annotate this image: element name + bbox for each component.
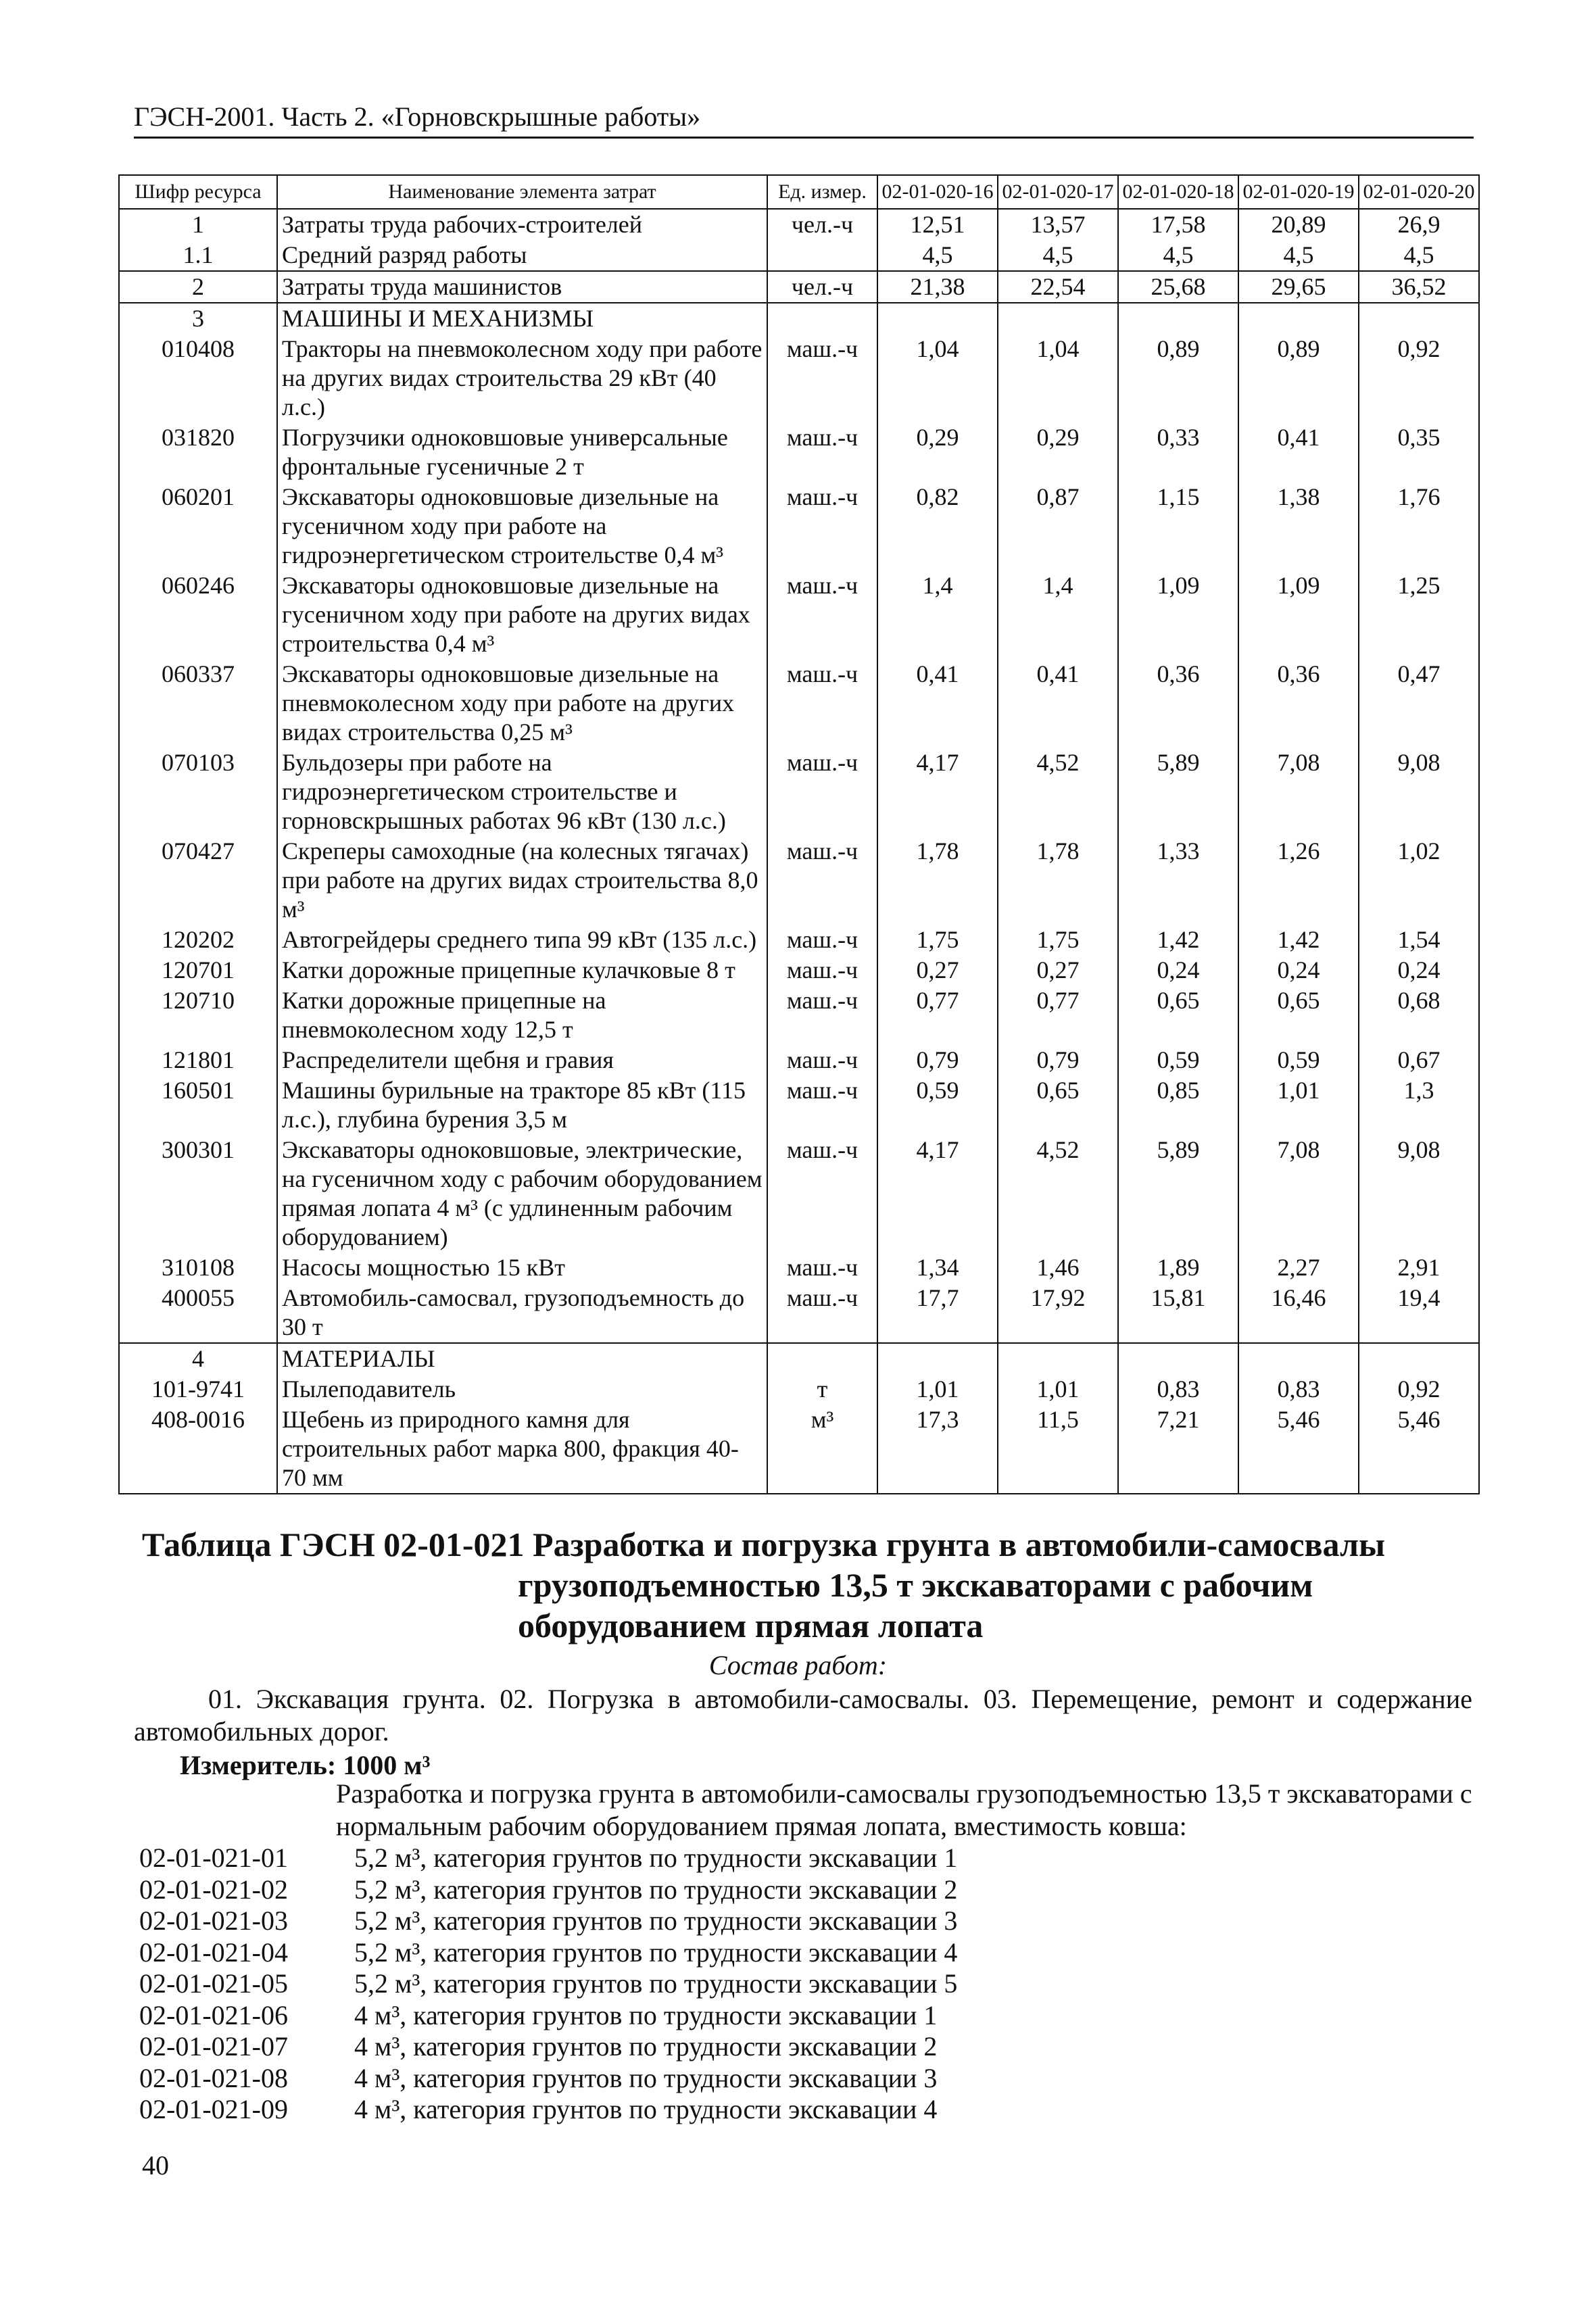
cell-value: 1,34 — [877, 1252, 998, 1283]
cell-name: Экскаваторы одноковшовые, электрические, на гусеничном ходу с рабочим оборудованием прямая лопата 4 м³ (с удлиненным рабочим оборудованием) — [277, 1135, 767, 1252]
table-row — [119, 748, 1479, 836]
cell-name: Тракторы на пневмоколесном ходу при работе на других видах строительства 29 кВт (40 л.с.) — [277, 334, 767, 422]
cell-value: 17,3 — [877, 1405, 998, 1494]
cell-code: 070103 — [119, 748, 277, 836]
cell-unit: маш.-ч — [767, 482, 877, 570]
cell-value: 0,47 — [1359, 659, 1479, 748]
norm-item — [139, 1874, 957, 1906]
cell-value: 1,42 — [1238, 925, 1359, 955]
table-row — [119, 240, 1479, 271]
cell-value: 0,85 — [1118, 1075, 1238, 1135]
cell-value: 1,15 — [1118, 482, 1238, 570]
cell-value — [1238, 1343, 1359, 1374]
cell-value: 29,65 — [1238, 271, 1359, 303]
cell-code: 300301 — [119, 1135, 277, 1252]
cell-value — [1238, 303, 1359, 334]
cell-value: 1,33 — [1118, 836, 1238, 925]
cell-value: 1,75 — [877, 925, 998, 955]
cell-unit: маш.-ч — [767, 334, 877, 422]
section-title — [142, 1524, 1453, 1646]
cell-code: 400055 — [119, 1283, 277, 1343]
cell-value: 0,89 — [1238, 334, 1359, 422]
section-title-line-2: грузоподъемностью 13,5 т экскаваторами с рабочим — [518, 1566, 1313, 1604]
cell-value: 1,42 — [1118, 925, 1238, 955]
cell-unit: маш.-ч — [767, 1283, 877, 1343]
cell-value: 0,41 — [877, 659, 998, 748]
cell-value: 15,81 — [1118, 1283, 1238, 1343]
cell-value: 4,5 — [1238, 240, 1359, 271]
cell-value: 17,92 — [998, 1283, 1118, 1343]
cell-code: 120701 — [119, 955, 277, 985]
cell-name: Распределители щебня и гравия — [277, 1045, 767, 1075]
cell-value: 0,35 — [1359, 422, 1479, 482]
norm-code: 02-01-021-08 — [139, 2062, 288, 2093]
header-col-1: 02-01-020-16 — [877, 175, 998, 209]
cell-name: Экскаваторы одноковшовые дизельные на гусеничном ходу при работе на гидроэнергетическом строительстве 0,4 м³ — [277, 482, 767, 570]
cell-code: 060246 — [119, 570, 277, 659]
norm-description: 4 м³, категория грунтов по трудности экскавации 3 — [354, 2062, 938, 2093]
table-row — [119, 303, 1479, 334]
cell-name: Катки дорожные прицепные кулачковые 8 т — [277, 955, 767, 985]
cell-unit: маш.-ч — [767, 925, 877, 955]
section-title-line-1: Таблица ГЭСН 02-01-021 Разработка и погрузка грунта в автомобили-самосвалы — [142, 1526, 1386, 1563]
norm-item — [139, 2094, 957, 2126]
table-row — [119, 1135, 1479, 1252]
meter-unit: Измеритель: 1000 м³ — [180, 1750, 431, 1780]
norm-item — [139, 1905, 957, 1937]
cell-name: Насосы мощностью 15 кВт — [277, 1252, 767, 1283]
cell-value: 1,54 — [1359, 925, 1479, 955]
table-row — [119, 955, 1479, 985]
norm-code: 02-01-021-06 — [139, 1999, 288, 2030]
cell-value: 1,46 — [998, 1252, 1118, 1283]
cell-value: 0,41 — [1238, 422, 1359, 482]
table-row — [119, 334, 1479, 422]
cell-value — [1118, 303, 1238, 334]
cell-value — [998, 303, 1118, 334]
cell-value: 1,78 — [877, 836, 998, 925]
cell-name: Бульдозеры при работе на гидроэнергетическом строительстве и горновскрышных работах 96 кВт (130 л.с.) — [277, 748, 767, 836]
cell-value: 4,52 — [998, 1135, 1118, 1252]
cell-code: 010408 — [119, 334, 277, 422]
cell-value: 36,52 — [1359, 271, 1479, 303]
cell-name: Экскаваторы одноковшовые дизельные на гусеничном ходу при работе на других видах строительства 0,4 м³ — [277, 570, 767, 659]
cell-value: 0,27 — [998, 955, 1118, 985]
norm-description: 4 м³, категория грунтов по трудности экскавации 2 — [354, 2031, 938, 2062]
cell-name: Скреперы самоходные (на колесных тягачах) при работе на других видах строительства 8,0 м³ — [277, 836, 767, 925]
cell-unit: маш.-ч — [767, 659, 877, 748]
table-row — [119, 925, 1479, 955]
cell-value: 0,77 — [998, 985, 1118, 1045]
cell-code: 160501 — [119, 1075, 277, 1135]
cell-value: 1,78 — [998, 836, 1118, 925]
cell-name: МАШИНЫ И МЕХАНИЗМЫ — [277, 303, 767, 334]
norm-item — [139, 1937, 957, 1969]
cell-value: 0,59 — [1238, 1045, 1359, 1075]
cell-value: 0,33 — [1118, 422, 1238, 482]
cell-code: 310108 — [119, 1252, 277, 1283]
cell-value: 22,54 — [998, 271, 1118, 303]
header-col-3: 02-01-020-18 — [1118, 175, 1238, 209]
cell-value: 1,09 — [1118, 570, 1238, 659]
cell-value: 0,87 — [998, 482, 1118, 570]
norm-code: 02-01-021-05 — [139, 1968, 288, 1999]
cell-unit: м³ — [767, 1405, 877, 1494]
cell-unit: маш.-ч — [767, 1135, 877, 1252]
cell-value: 20,89 — [1238, 209, 1359, 240]
cell-value: 1,26 — [1238, 836, 1359, 925]
cell-value: 26,9 — [1359, 209, 1479, 240]
table-body — [119, 209, 1479, 1494]
cell-value: 2,27 — [1238, 1252, 1359, 1283]
cell-value: 5,46 — [1359, 1405, 1479, 1494]
section-title-line-3: оборудованием прямая лопата — [518, 1607, 984, 1644]
cell-value — [877, 1343, 998, 1374]
cell-unit: чел.-ч — [767, 271, 877, 303]
cell-value: 4,5 — [877, 240, 998, 271]
cell-name: Катки дорожные прицепные на пневмоколесном ходу 12,5 т — [277, 985, 767, 1045]
norm-item — [139, 1968, 957, 2000]
cell-value: 13,57 — [998, 209, 1118, 240]
cell-value: 0,65 — [1118, 985, 1238, 1045]
cell-value: 1,4 — [998, 570, 1118, 659]
header-col-5: 02-01-020-20 — [1359, 175, 1479, 209]
cell-code: 120710 — [119, 985, 277, 1045]
cell-value: 0,59 — [1118, 1045, 1238, 1075]
cell-name: Затраты труда машинистов — [277, 271, 767, 303]
cell-value: 1,01 — [998, 1374, 1118, 1405]
norm-description: 5,2 м³, категория грунтов по трудности экскавации 3 — [354, 1905, 958, 1936]
cell-unit: маш.-ч — [767, 1075, 877, 1135]
cell-value: 0,24 — [1118, 955, 1238, 985]
table-row — [119, 570, 1479, 659]
cell-name: Погрузчики одноковшовые универсальные фронтальные гусеничные 2 т — [277, 422, 767, 482]
cell-unit: чел.-ч — [767, 209, 877, 240]
cell-value: 0,77 — [877, 985, 998, 1045]
cell-value: 1,25 — [1359, 570, 1479, 659]
cell-value: 9,08 — [1359, 1135, 1479, 1252]
cell-value: 4,17 — [877, 748, 998, 836]
cell-code: 031820 — [119, 422, 277, 482]
norm-description: 5,2 м³, категория грунтов по трудности экскавации 4 — [354, 1936, 958, 1968]
cell-value: 0,41 — [998, 659, 1118, 748]
cell-code: 121801 — [119, 1045, 277, 1075]
cell-value: 17,7 — [877, 1283, 998, 1343]
cell-code: 060337 — [119, 659, 277, 748]
cell-value: 0,36 — [1238, 659, 1359, 748]
cell-code: 070427 — [119, 836, 277, 925]
cell-value: 0,83 — [1238, 1374, 1359, 1405]
cell-unit: маш.-ч — [767, 422, 877, 482]
cell-value: 1,75 — [998, 925, 1118, 955]
cell-value: 0,79 — [877, 1045, 998, 1075]
header-name: Наименование элемента затрат — [277, 175, 767, 209]
norm-item — [139, 2063, 957, 2095]
running-header: ГЭСН-2001. Часть 2. «Горновскрышные работы» — [134, 100, 1474, 139]
table-row — [119, 271, 1479, 303]
cell-value: 12,51 — [877, 209, 998, 240]
table-row — [119, 1252, 1479, 1283]
cell-unit: маш.-ч — [767, 955, 877, 985]
table-row — [119, 209, 1479, 240]
cell-value: 1,01 — [1238, 1075, 1359, 1135]
table-row — [119, 1075, 1479, 1135]
cell-code: 2 — [119, 271, 277, 303]
cell-value: 21,38 — [877, 271, 998, 303]
norm-description: 5,2 м³, категория грунтов по трудности экскавации 1 — [354, 1843, 958, 1873]
cell-value: 5,89 — [1118, 1135, 1238, 1252]
cell-value: 7,08 — [1238, 1135, 1359, 1252]
cell-value: 2,91 — [1359, 1252, 1479, 1283]
cell-name: Автогрейдеры среднего типа 99 кВт (135 л.с.) — [277, 925, 767, 955]
table-row — [119, 482, 1479, 570]
table-row — [119, 422, 1479, 482]
table-row — [119, 1283, 1479, 1343]
cell-value — [998, 1343, 1118, 1374]
page-number: 40 — [142, 2150, 169, 2180]
cell-unit: маш.-ч — [767, 748, 877, 836]
cell-value: 4,5 — [1118, 240, 1238, 271]
cell-value — [1359, 303, 1479, 334]
header-unit: Ед. измер. — [767, 175, 877, 209]
table-header-row — [119, 175, 1479, 209]
cell-code: 3 — [119, 303, 277, 334]
cell-value: 0,65 — [998, 1075, 1118, 1135]
cell-name: Средний разряд работы — [277, 240, 767, 271]
cell-name: Автомобиль-самосвал, грузоподъемность до 30 т — [277, 1283, 767, 1343]
cell-value: 4,17 — [877, 1135, 998, 1252]
cell-value: 0,24 — [1359, 955, 1479, 985]
cell-value: 0,82 — [877, 482, 998, 570]
cell-value: 1,01 — [877, 1374, 998, 1405]
norm-codes-list — [139, 1843, 957, 2126]
cell-value: 0,79 — [998, 1045, 1118, 1075]
cell-value: 17,58 — [1118, 209, 1238, 240]
cell-value: 0,65 — [1238, 985, 1359, 1045]
norm-code: 02-01-021-03 — [139, 1905, 288, 1936]
cell-value: 1,3 — [1359, 1075, 1479, 1135]
cell-value: 0,92 — [1359, 334, 1479, 422]
table-row — [119, 1343, 1479, 1374]
cell-value: 0,92 — [1359, 1374, 1479, 1405]
cell-value: 1,76 — [1359, 482, 1479, 570]
cell-value — [877, 303, 998, 334]
cell-value: 25,68 — [1118, 271, 1238, 303]
norm-description: 5,2 м³, категория грунтов по трудности экскавации 2 — [354, 1874, 958, 1905]
norm-code: 02-01-021-01 — [139, 1843, 288, 1873]
norm-item — [139, 2031, 957, 2063]
cell-unit: маш.-ч — [767, 1252, 877, 1283]
header-code: Шифр ресурса — [119, 175, 277, 209]
cell-code: 408-0016 — [119, 1405, 277, 1494]
cell-value: 0,24 — [1238, 955, 1359, 985]
cell-value: 1,09 — [1238, 570, 1359, 659]
table-row — [119, 659, 1479, 748]
norm-code: 02-01-021-02 — [139, 1874, 288, 1905]
cell-value: 1,89 — [1118, 1252, 1238, 1283]
table-row — [119, 1045, 1479, 1075]
cell-value: 1,04 — [877, 334, 998, 422]
norm-item — [139, 2000, 957, 2032]
norms-intro: Разработка и погрузка грунта в автомобили-самосвалы грузоподъемностью 13,5 т экскаваторами с нормальным рабочим оборудованием прямая лопата, вместимость ковша: — [336, 1778, 1472, 1841]
cell-unit: маш.-ч — [767, 1045, 877, 1075]
cell-value — [1359, 1343, 1479, 1374]
cell-unit: маш.-ч — [767, 570, 877, 659]
norm-description: 5,2 м³, категория грунтов по трудности экскавации 5 — [354, 1968, 958, 1999]
cell-unit — [767, 303, 877, 334]
cell-unit: маш.-ч — [767, 985, 877, 1045]
cell-unit: маш.-ч — [767, 836, 877, 925]
cell-value: 16,46 — [1238, 1283, 1359, 1343]
work-composition-text: 01. Экскавация грунта. 02. Погрузка в автомобили-самосвалы. 03. Перемещение, ремонт и содержание автомобильных дорог. — [134, 1684, 1472, 1747]
cell-name: Машины бурильные на тракторе 85 кВт (115 л.с.), глубина бурения 3,5 м — [277, 1075, 767, 1135]
cell-value: 1,38 — [1238, 482, 1359, 570]
table-row — [119, 1374, 1479, 1405]
header-col-2: 02-01-020-17 — [998, 175, 1118, 209]
cell-unit — [767, 240, 877, 271]
cell-code: 120202 — [119, 925, 277, 955]
cell-value: 9,08 — [1359, 748, 1479, 836]
norm-code: 02-01-021-04 — [139, 1936, 288, 1968]
cell-code: 1 — [119, 209, 277, 240]
cell-value: 0,68 — [1359, 985, 1479, 1045]
norm-description: 4 м³, категория грунтов по трудности экскавации 1 — [354, 1999, 938, 2030]
cell-unit: т — [767, 1374, 877, 1405]
norm-code: 02-01-021-09 — [139, 2094, 288, 2124]
cell-value — [1118, 1343, 1238, 1374]
cell-name: Экскаваторы одноковшовые дизельные на пневмоколесном ходу при работе на других видах строительства 0,25 м³ — [277, 659, 767, 748]
table-row — [119, 985, 1479, 1045]
cell-value: 7,08 — [1238, 748, 1359, 836]
cell-value: 5,46 — [1238, 1405, 1359, 1494]
cell-name: Затраты труда рабочих-строителей — [277, 209, 767, 240]
cell-value: 0,27 — [877, 955, 998, 985]
cell-value: 0,29 — [877, 422, 998, 482]
cell-name: Щебень из природного камня для строительных работ марка 800, фракция 40-70 мм — [277, 1405, 767, 1494]
table-row — [119, 1405, 1479, 1494]
resource-cost-table — [118, 174, 1480, 1494]
cell-name: МАТЕРИАЛЫ — [277, 1343, 767, 1374]
cell-value: 4,5 — [1359, 240, 1479, 271]
cell-code: 101-9741 — [119, 1374, 277, 1405]
norm-description: 4 м³, категория грунтов по трудности экскавации 4 — [354, 2094, 938, 2124]
cell-code: 1.1 — [119, 240, 277, 271]
cell-value: 11,5 — [998, 1405, 1118, 1494]
cell-value: 0,83 — [1118, 1374, 1238, 1405]
cell-value: 5,89 — [1118, 748, 1238, 836]
cell-name: Пылеподавитель — [277, 1374, 767, 1405]
cell-value: 1,4 — [877, 570, 998, 659]
cell-value: 1,04 — [998, 334, 1118, 422]
cell-value: 4,52 — [998, 748, 1118, 836]
work-composition-heading: Состав работ: — [708, 1650, 888, 1680]
cell-value: 0,59 — [877, 1075, 998, 1135]
cell-value: 4,5 — [998, 240, 1118, 271]
norm-code: 02-01-021-07 — [139, 2031, 288, 2062]
cell-code: 4 — [119, 1343, 277, 1374]
cell-code: 060201 — [119, 482, 277, 570]
cell-value: 0,67 — [1359, 1045, 1479, 1075]
header-col-4: 02-01-020-19 — [1238, 175, 1359, 209]
cell-value: 0,29 — [998, 422, 1118, 482]
cell-value: 1,02 — [1359, 836, 1479, 925]
table-row — [119, 836, 1479, 925]
cell-value: 19,4 — [1359, 1283, 1479, 1343]
cell-value: 0,36 — [1118, 659, 1238, 748]
cell-value: 7,21 — [1118, 1405, 1238, 1494]
cell-value: 0,89 — [1118, 334, 1238, 422]
norm-item — [139, 1843, 957, 1874]
cell-unit — [767, 1343, 877, 1374]
